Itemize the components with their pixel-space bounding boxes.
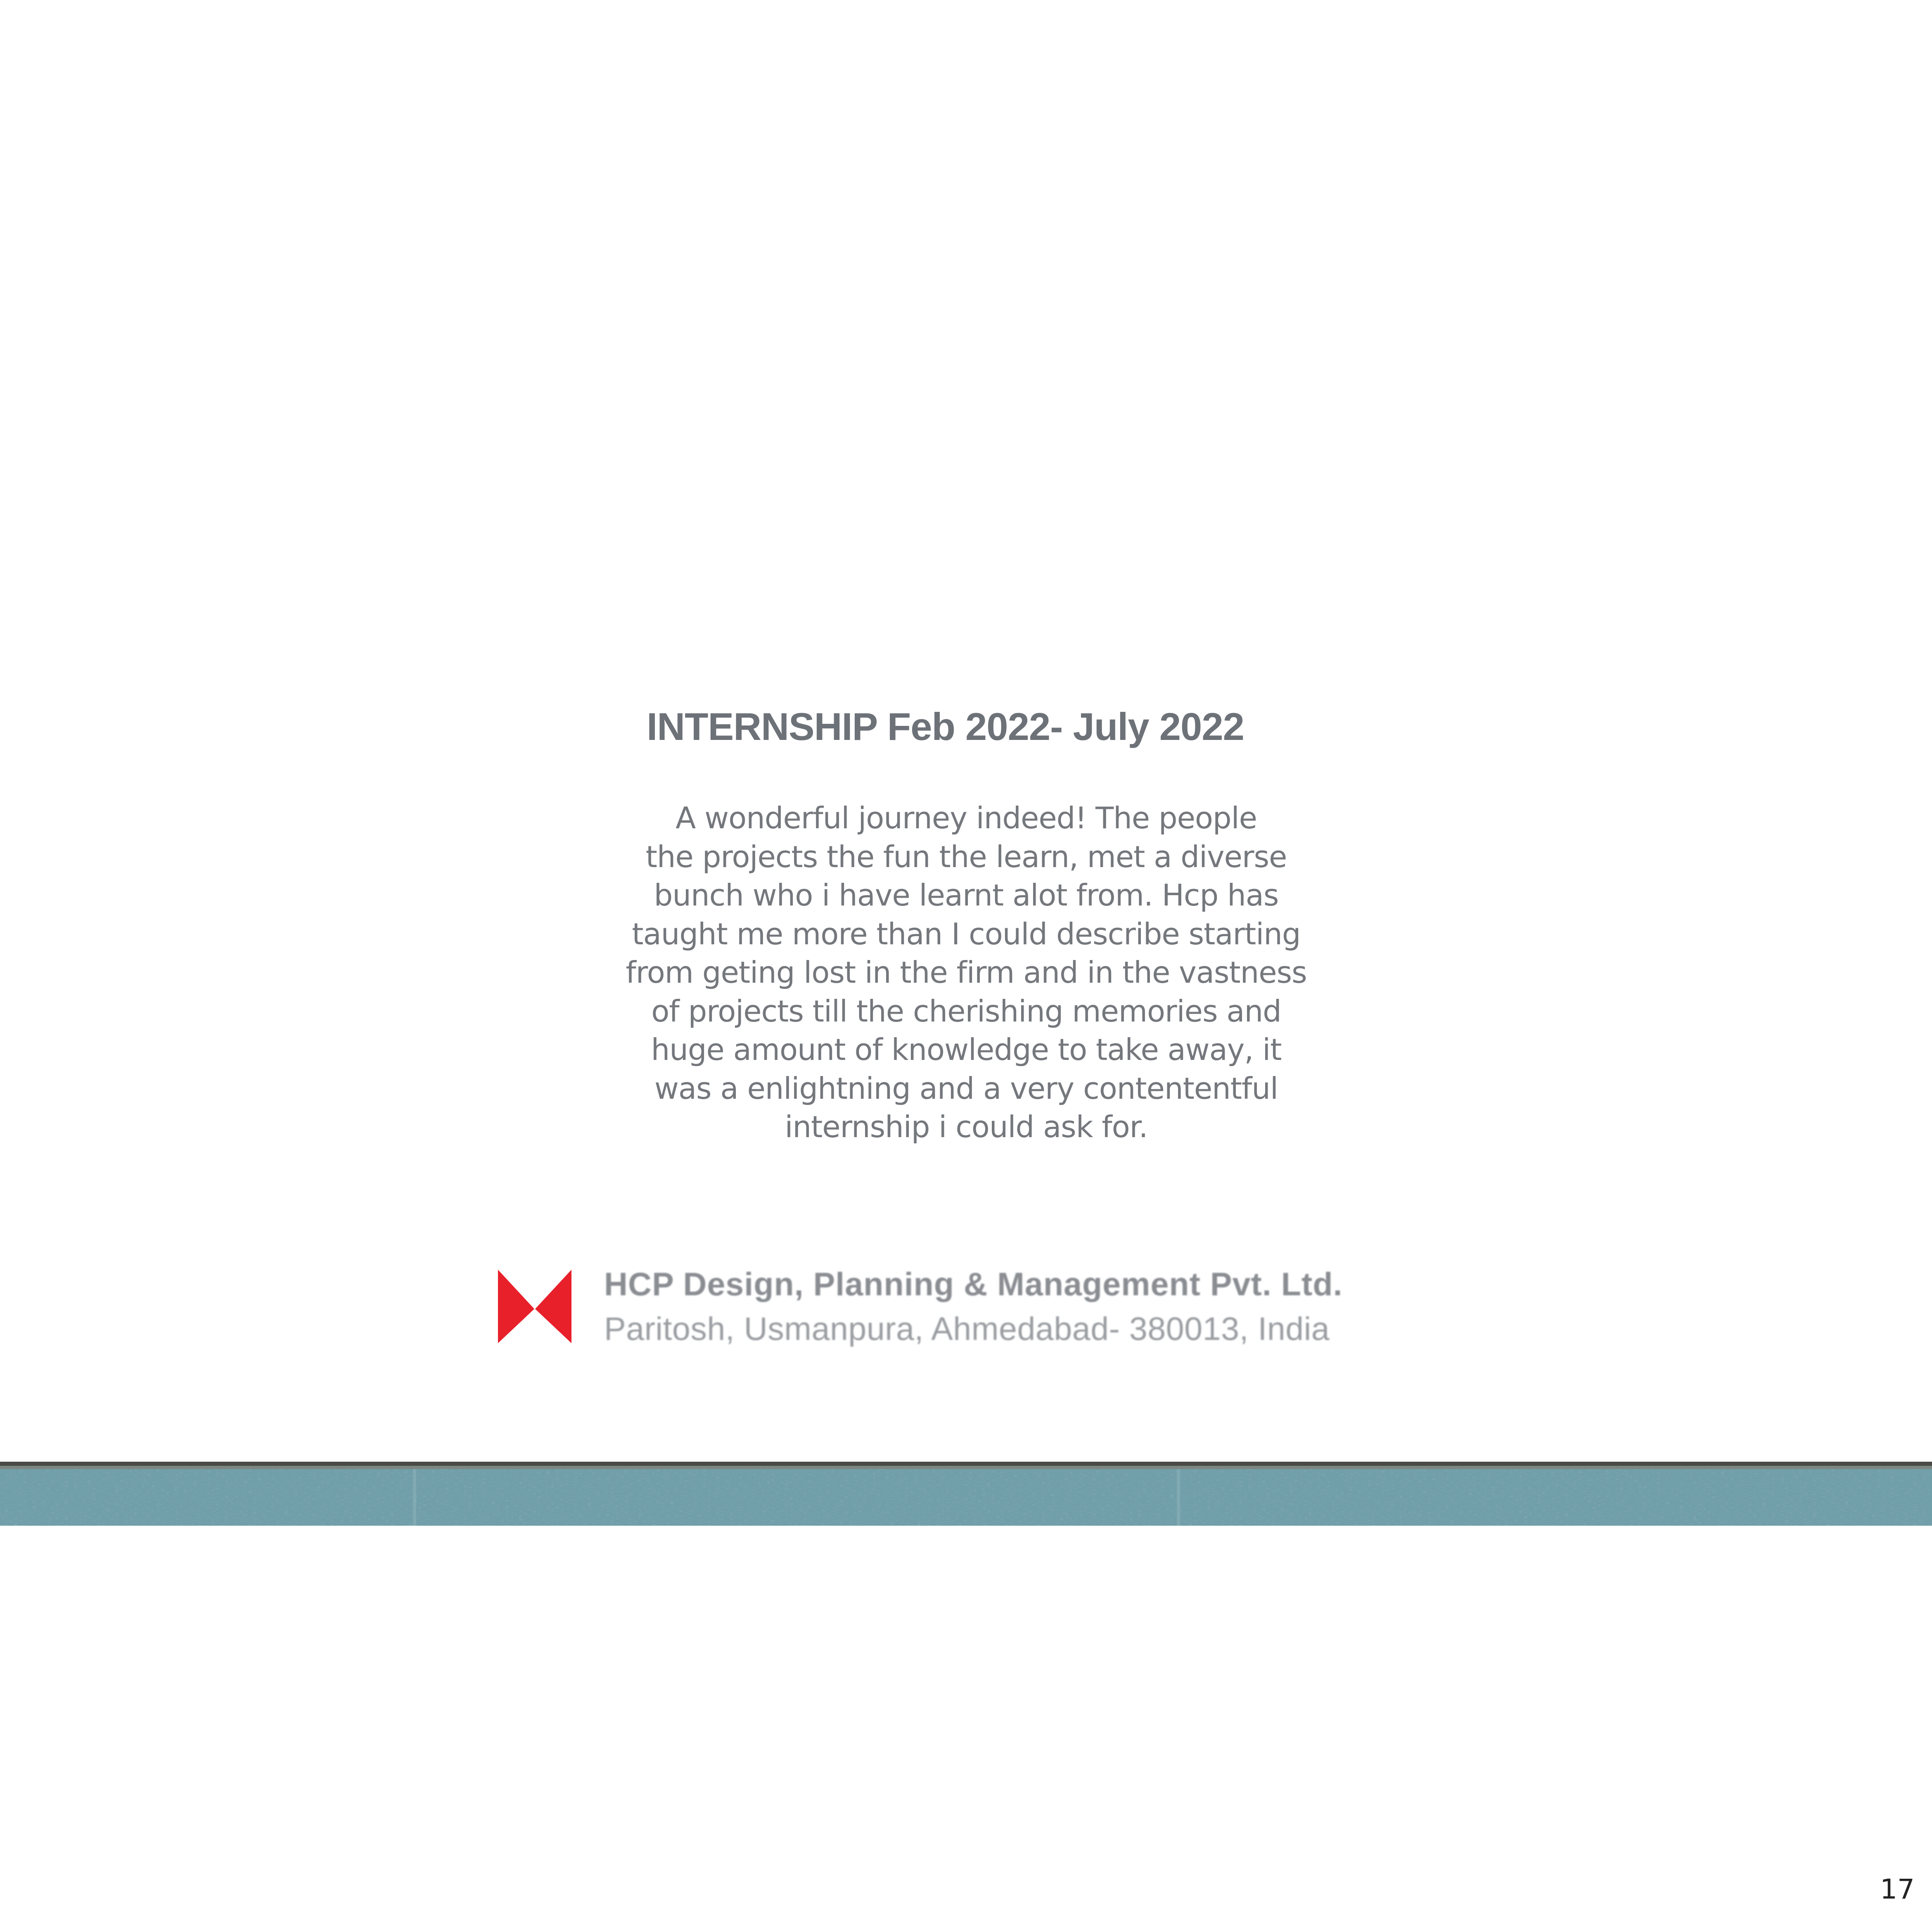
hcp-logo-icon	[495, 1270, 574, 1348]
description-line: A wonderful journey indeed! The people	[676, 801, 1257, 835]
page-title	[0, 702, 1932, 751]
description-line: internship i could ask for.	[785, 1109, 1148, 1144]
company-address: Paritosh, Usmanpura, Ahmedabad- 380013, India	[604, 1310, 1330, 1347]
stone-texture-banner	[0, 1462, 1932, 1526]
company-logo-block	[495, 1264, 1445, 1346]
description-line: of projects till the cherishing memories and	[651, 993, 1281, 1029]
description-line: from geting lost in the firm and in the vastness	[626, 955, 1307, 990]
description-line: taught me more than I could describe starting	[632, 916, 1301, 951]
page-title-text: INTERNSHIP Feb 2022- July 2022	[647, 705, 1244, 748]
internship-description	[553, 799, 1379, 1147]
description-line: the projects the fun the learn, met a diverse	[645, 839, 1287, 874]
description-line: bunch who i have learnt alot from. Hcp has	[654, 878, 1279, 913]
page-number: 17	[1880, 1873, 1915, 1905]
company-info	[604, 1264, 1471, 1349]
description-line: huge amount of knowledge to take away, it	[651, 1032, 1282, 1067]
description-line: was a enlightning and a very contententful	[654, 1071, 1278, 1106]
company-name: HCP Design, Planning & Management Pvt. Ltd.	[604, 1266, 1343, 1302]
